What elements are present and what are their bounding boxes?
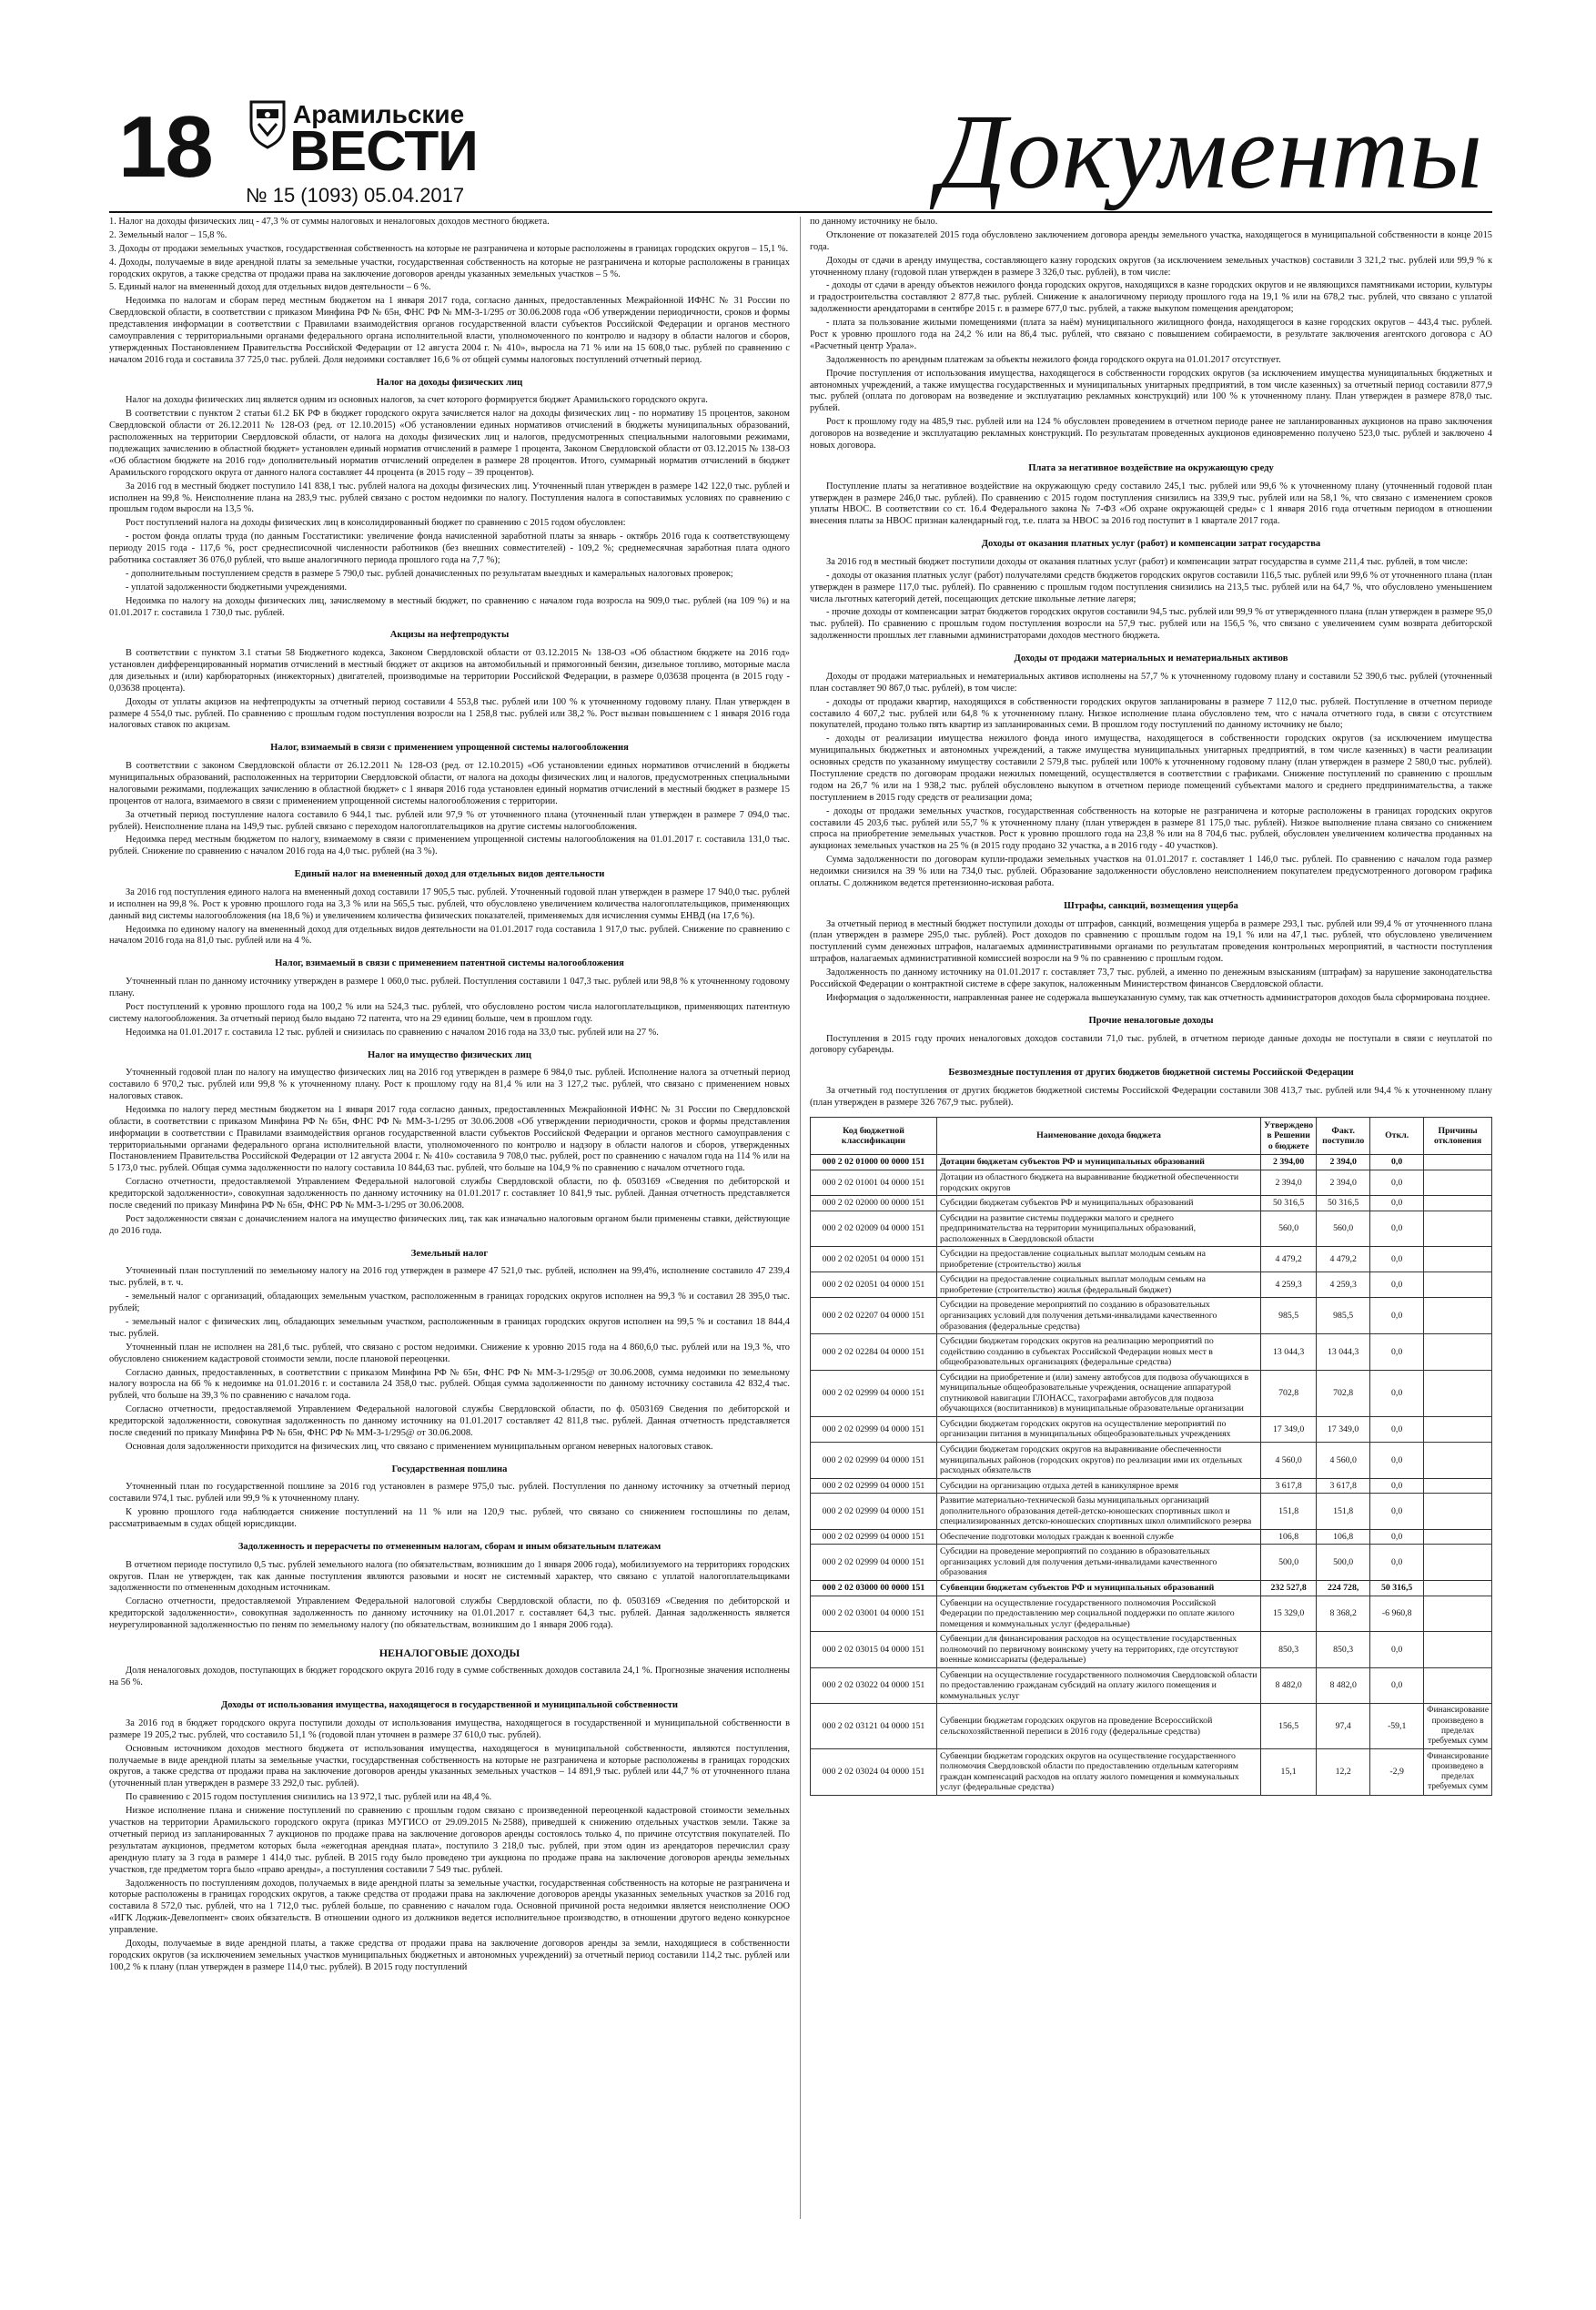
paragraph: - прочие доходы от компенсации затрат бюджетов городских округов составили 94,5 тыс. рублей или 99,9 % от утвержденного плана (план утвержден в размере 95,0 тыс. рублей). По сравнению с прошлым годом поступления возросли на 57,9 тыс. рублей или на 156,5 %, что связано с увеличением сумм возврата дебиторской задолженности прошлых лет главными администраторами доходов местного бюджета.	[810, 607, 1492, 642]
newspaper-logo-main: ВЕСТИ	[289, 120, 478, 183]
row-code-cell: 000 2 02 02207 04 0000 151	[811, 1298, 937, 1334]
row-deviation-cell: 0,0	[1370, 1667, 1424, 1704]
row-code-cell: 000 2 02 03001 04 0000 151	[811, 1596, 937, 1632]
table-row	[811, 1478, 1492, 1494]
paragraph: Уточненный план поступлений по земельному налогу на 2016 год утвержден в размере 47 521,0 тыс. рублей, исполнен на 99,4%, исполнение составило 47 239,4 тыс. рублей, в т. ч.	[109, 1266, 790, 1289]
right-column	[810, 217, 1492, 2310]
row-actual-cell: 8 368,2	[1317, 1596, 1370, 1632]
section-heading: Единый налог на вмененный доход для отдельных видов деятельности	[294, 869, 605, 880]
paragraph: В соответствии с пунктом 2 статьи 61.2 БК РФ в бюджет городского округа зачисляется налог на доходы физических лиц - по нормативу 15 процентов, законом Свердловской области от 26.12.2011 № 128-ОЗ (ред. от 12.10.2015) «Об установлении единых нормативов отчислений в бюджеты муниципальных образований, расположенных на территории Свердловской области, от налога на доходы физических лиц и налогов, предусмотренных специальными налоговыми режимами, подлежащих зачислению в областной бюджет» установлен единый норматив отчислений в размере 1 процента, Законом Свердловской области от 03.12.2015 № 138-ОЗ «Об областном бюджете на 2016 год» дополнительный норматив отчислений определен в размере 28 процентов. Итого, суммарный норматив отчислений в бюджет Арамильского городского округа от данного налога составляет 44 процента (в 2015 году – 39 процентов).	[109, 409, 790, 478]
row-actual-cell: 2 394,0	[1317, 1170, 1370, 1195]
paragraph: За 2016 год поступления единого налога на вмененный доход составили 17 905,5 тыс. рублей. Уточненный годовой план утвержден в размере 17 940,0 тыс. рублей и исполнен на 99,8 %. Рост к уровню прошлого года на 3,3 % или на 565,5 тыс. рублей, что обусловлено увеличением количества налогоплательщиков, применяющих данный вид системы налогообложения (на 18,6 %) и увеличением количества физических показателей, применяемых для исчисления суммы ЕНВД (на 17,6 %).	[109, 887, 790, 921]
row-deviation-cell: 0,0	[1370, 1298, 1424, 1334]
row-reason-cell	[1424, 1272, 1492, 1298]
row-code-cell: 000 2 02 03022 04 0000 151	[811, 1667, 937, 1704]
row-actual-cell: 560,0	[1317, 1211, 1370, 1247]
paragraph: Недоимка перед местным бюджетом по налогу, взимаемому в связи с применением упрощенной системы налогообложения на 01.01.2017 г. составила 131,0 тыс. рублей. Снижение по сравнению с началом 2016 года на 4,0 тыс. рублей (на 3 %).	[109, 835, 790, 857]
row-actual-cell: 2 394,0	[1317, 1155, 1370, 1170]
row-reason-cell	[1424, 1416, 1492, 1442]
row-reason-cell	[1424, 1247, 1492, 1272]
header-divider	[109, 211, 1492, 213]
paragraph: За 2016 год в бюджет городского округа поступили доходы от использования имущества, находящегося в государственной и муниципальной собственности в размере 19 205,2 тыс. рублей, что составило 51,1 % (годовой план уточнен в размере 37 610,0 тыс. рублей).	[109, 1717, 790, 1740]
row-name-cell: Обеспечение подготовки молодых граждан к военной службе	[937, 1529, 1261, 1545]
table-row	[811, 1196, 1492, 1211]
paragraph: - доходы от сдачи в аренду объектов нежилого фонда городских округов, находящихся в казне городских округов и не являющихся памятниками истории, культуры и градостроительства составляют 2 877,8 тыс. рублей. Снижение к аналогичному периоду прошлого года на 19,1 % или на 678,2 тыс. рублей, что связано с уплатой задолженности арендаторами в сентябре 2015 г. в размере 677,0 тыс. рублей, а также выкупом помещения арендатором;	[810, 280, 1492, 315]
row-approved-cell: 232 527,8	[1261, 1581, 1317, 1596]
row-code-cell: 000 2 02 02284 04 0000 151	[811, 1334, 937, 1371]
row-actual-cell: 702,8	[1317, 1370, 1370, 1416]
row-actual-cell: 8 482,0	[1317, 1667, 1370, 1704]
paragraph: - доходы от продажи земельных участков, государственная собственность на которые не разграничена и которые расположены в границах городских округов составили 45 203,6 тыс. рублей или 55,7 % к уточненному плану (план утвержден в размере 81 175,0 тыс. рублей). Низкое выполнение плана связано со снижением спроса на приобретение земельных участков. Рост к уровню прошлого года на 23,8 % или на 8 704,6 тыс. рублей, обусловлен увеличением количества проданных на аукционах земельных участков на 25 % (в 2015 году продано 32 участка, а в 2016 году - 40 участков).	[810, 805, 1492, 852]
table-row	[811, 1211, 1492, 1247]
paragraph: По сравнению с 2015 годом поступления снизились на 13 972,1 тыс. рублей или на 48,4 %.	[126, 1792, 492, 1803]
paragraph: Согласно отчетности, предоставляемой Управлением Федеральной налоговой службы Свердловской области, по ф. 0503169 Сведения по дебиторской и кредиторской задолженности, совокупная задолженность по данному источнику на 01.01.2017 составляет 42 811,8 тыс. рублей. Данная отчетность представляется после сведений по приказу Минфина РФ № 65н, ФНС РФ № ММ-3-1/295@ от 30.06.2008.	[109, 1404, 790, 1438]
paragraph: Доля неналоговых доходов, поступающих в бюджет городского округа 2016 году в сумме собственных доходов составила 24,1 %. Прогнозные значения исполнены на 56 %.	[109, 1666, 790, 1688]
row-code-cell: 000 2 02 02999 04 0000 151	[811, 1442, 937, 1478]
paragraph: За 2016 год в местный бюджет поступили доходы от оказания платных услуг (работ) и компенсации затрат государства в сумме 211,4 тыс. рублей, в том числе:	[826, 556, 1469, 567]
row-name-cell: Субсидии на предоставление социальных выплат молодым семьям на приобретение (строительство) жилья (федеральный бюджет)	[937, 1272, 1261, 1298]
row-approved-cell: 702,8	[1261, 1370, 1317, 1416]
row-approved-cell: 2 394,00	[1261, 1155, 1317, 1170]
row-actual-cell: 151,8	[1317, 1494, 1370, 1530]
row-reason-cell	[1424, 1494, 1492, 1530]
masthead	[109, 91, 1492, 209]
table-row	[811, 1298, 1492, 1334]
row-actual-cell: 50 316,5	[1317, 1196, 1370, 1211]
column-header-code: Код бюджетной классификации	[811, 1117, 937, 1155]
row-actual-cell: 106,8	[1317, 1529, 1370, 1545]
paragraph: 5. Единый налог на вмененный доход для отдельных видов деятельности – 6 %.	[109, 282, 431, 293]
row-approved-cell: 15 329,0	[1261, 1596, 1317, 1632]
row-name-cell: Дотации бюджетам субъектов РФ и муниципальных образований	[937, 1155, 1261, 1170]
paragraph: Уточненный план не исполнен на 281,6 тыс. рублей, что связано с ростом недоимки. Снижение к уровню 2015 года на 4 860,6,0 тыс. рублей или на 19,3 %, что обусловлено снижением кадастровой стоимости земли, после плановой переоценки.	[109, 1342, 790, 1364]
row-reason-cell	[1424, 1196, 1492, 1211]
table-row	[811, 1370, 1492, 1416]
row-deviation-cell: 0,0	[1370, 1478, 1424, 1494]
row-name-cell: Субвенции бюджетам субъектов РФ и муниципальных образований	[937, 1581, 1261, 1596]
row-deviation-cell: 50 316,5	[1370, 1581, 1424, 1596]
row-reason-cell	[1424, 1155, 1492, 1170]
paragraph: Доходы от продажи материальных и нематериальных активов исполнены на 57,7 % к уточненному годовому плану и составили 52 390,6 тыс. рублей (уточненный план составляет 90 867,0 тыс. рублей), в том числе:	[810, 671, 1492, 694]
row-reason-cell	[1424, 1478, 1492, 1494]
paragraph: За 2016 год в местный бюджет поступило 141 838,1 тыс. рублей налога на доходы физических лиц. Уточненный план утвержден в размере 142 122,0 тыс. рублей и исполнен на 99,8 %. Неисполнение плана на 283,9 тыс. рублей связано с ростом недоимки по налогу. Поступления налога в сопоставимых условиях по сравнению с прошлым годом выросли на 13,5 %.	[109, 481, 790, 515]
section-heading: Земельный налог	[410, 1248, 489, 1259]
row-reason-cell	[1424, 1545, 1492, 1581]
paragraph: Уточненный план по государственной пошлине за 2016 год установлен в размере 975,0 тыс. рублей. Поступления по данному источнику за отчетный период составили 974,1 тыс. рублей или 99,9 % к уточненному плану.	[109, 1482, 790, 1505]
paragraph: Рост поступлений к уровню прошлого года на 100,2 % или на 524,3 тыс. рублей, что обусловлено ростом числа налогоплательщиков, применяющих патентную систему налогообложения. За отчетный период было выдано 72 патента, что на 29 единиц больше, чем в прошлом году.	[109, 1001, 790, 1024]
table-row	[811, 1529, 1492, 1545]
row-approved-cell: 2 394,0	[1261, 1170, 1317, 1195]
paragraph: Недоимка на 01.01.2017 г. составила 12 тыс. рублей и снизилась по сравнению с началом 2016 года на 33,0 тыс. рублей или на 27 %.	[126, 1027, 659, 1038]
paragraph: Недоимка по налогам и сборам перед местным бюджетом на 1 января 2017 года, согласно данных, предоставленных Межрайонной ИФНС № 31 России по Свердловской области, в соответствии с приказом Минфина РФ № 65н, ФНС РФ № ММ-3-1/295 от 30.06.2008 года «Об утверждении периодичности, сроков и формы представления информации в соответствии с Правилами взаимодействия органов государственной власти субъектов Российской Федерации и органов местного самоуправления с территориальными органами федерального органа исполнительной власти, уполномоченного по контролю и надзору в области налогов и сборов, утвержденных Постановлением Правительства Российской Федерации от 12 августа 2004 г. № 410», выросла на 71 % или на 15 608,0 тыс. рублей по сравнению с началом 2016 года и составила 37 725,0 тыс. рублей. Доля недоимки составляет 16,6 % от общей суммы налоговых поступлений отчетный период.	[109, 296, 790, 365]
section-heading: Безвозмездные поступления от других бюджетов бюджетной системы Российской Федерации	[948, 1068, 1354, 1079]
paragraph: - доходы от продажи квартир, находящихся в собственности городских округов запланированы в размере 7 112,0 тыс. рублей. Поступление в отчетном периоде составило 4 607,2 тыс. рублей или 64,8 % к уточненному плану. Низкое исполнение плана обусловлено тем, что с начала отчетного года, в связи с отсутствием покупателей, продано только пять квартир из запланированных семи. В прошлом году поступлений по данному источнику не было;	[810, 696, 1492, 731]
table-row	[811, 1704, 1492, 1748]
column-header-actual: Факт. поступило	[1317, 1117, 1370, 1155]
section-heading: Налог на доходы физических лиц	[376, 377, 523, 388]
paragraph: За отчетный период в местный бюджет поступили доходы от штрафов, санкций, возмещения ущерба в размере 293,1 тыс. рублей или 99,4 % от уточненного плана (план утвержден в размере 295,0 тыс. рублей). Рост доходов по сравнению с прошлым годом на 19,1 % или на 47,1 тыс. рублей, что обусловлено увеличением поступлений сумм денежных штрафов, налагаемых административными органами по результатам проведения контрольных мероприятий, в частности поступления штрафов, налагаемых административной комиссией возросли на 9 % по сравнению с прошлым годом.	[810, 918, 1492, 965]
paragraph: Согласно отчетности, предоставляемой Управлением Федеральной налоговой службы Свердловской области, по ф. 0503169 «Сведения по дебиторской и кредиторской задолженности», совокупная задолженность по данному источнику на 01.01.2017 г. составляет 10 841,9 тыс. рублей. Данная отчетность представляется после сведений по приказу Минфина РФ № 65н, ФНС РФ № ММ-3-1/295 от 30.06.2008.	[109, 1177, 790, 1211]
table-row	[811, 1596, 1492, 1632]
paragraph: В соответствии с законом Свердловской области от 26.12.2011 № 128-ОЗ (ред. от 12.10.2015) «Об установлении единых нормативов отчислений в бюджеты муниципальных образований, расположенных на территории Свердловской области, от налога на доходы физических лиц и налогов, предусмотренных специальными налоговыми режимами, подлежащих зачислению в областной бюджет» с 1 января 2016 года установлен единый норматив отчислений в местный бюджет в размере 15 процентов от налога, взимаемого в связи с применением упрощенной системы налогообложения с территории.	[109, 761, 790, 806]
paragraph: - плата за пользование жилыми помещениями (плата за наём) муниципального жилищного фонда, находящегося в казне городских округов – 443,4 тыс. рублей. Рост к уровню прошлого года на 24,2 % или на 86,4 тыс. рублей, что связано с повышением собираемости, в результате заключения агентского договора с АО «Расчетный центр Урала».	[810, 318, 1492, 351]
city-crest-icon	[247, 98, 288, 149]
row-deviation-cell: -59,1	[1370, 1704, 1424, 1748]
row-approved-cell: 13 044,3	[1261, 1334, 1317, 1371]
row-reason-cell: Финансирование произведено в пределах требуемых сумм	[1424, 1704, 1492, 1748]
row-deviation-cell: 0,0	[1370, 1196, 1424, 1211]
row-reason-cell	[1424, 1581, 1492, 1596]
row-deviation-cell: 0,0	[1370, 1529, 1424, 1545]
row-approved-cell: 985,5	[1261, 1298, 1317, 1334]
row-code-cell: 000 2 02 02051 04 0000 151	[811, 1247, 937, 1272]
row-approved-cell: 4 259,3	[1261, 1272, 1317, 1298]
row-actual-cell: 4 560,0	[1317, 1442, 1370, 1478]
row-actual-cell: 500,0	[1317, 1545, 1370, 1581]
row-code-cell: 000 2 02 03015 04 0000 151	[811, 1632, 937, 1668]
row-approved-cell: 850,3	[1261, 1632, 1317, 1668]
paragraph: Рост к прошлому году на 485,9 тыс. рублей или на 124 % обусловлен проведением в отчетном периоде ранее не запланированных аукционов на право заключения договоров на возведение и эксплуатацию рекламных конструкций. По результатам проведенных аукционов единовременно получено 523,0 тыс. рублей и заключено 4 новых договора.	[810, 417, 1492, 451]
paragraph: Налог на доходы физических лиц является одним из основных налогов, за счет которого формируется бюджет Арамильского городского округа.	[126, 395, 708, 406]
paragraph: Задолженность по данному источнику на 01.01.2017 г. составляет 73,7 тыс. рублей, а именно по денежным взысканиям (штрафам) за нарушение законодательства Российской Федерации о контрактной системе в сфере закупок, наложенным Министерством финансов Свердловской области.	[810, 968, 1492, 990]
paragraph: Уточненный годовой план по налогу на имущество физических лиц на 2016 год утвержден в размере 6 984,0 тыс. рублей. Исполнение налога за отчетный период составило 6 970,2 тыс. рублей или 99,8 % к уточненному плану. Рост к прошлому году на 81,4 % или на 3 127,2 тыс. рублей, что связано с применением новых налоговых ставок.	[109, 1068, 790, 1101]
paragraph: Недоимка по налогу на доходы физических лиц, зачисляемому в местный бюджет, по сравнению с началом года возросла на 909,0 тыс. рублей (на 109 %) и на 01.01.2017 г. составила 1 730,0 тыс. рублей.	[109, 595, 790, 618]
row-code-cell: 000 2 02 02000 00 0000 151	[811, 1196, 937, 1211]
column-header-reasons: Причины отклонения	[1424, 1117, 1492, 1155]
section-heading: Доходы от оказания платных услуг (работ) и компенсации затрат государства	[981, 539, 1321, 550]
paragraph: - земельный налог с организаций, обладающих земельным участком, расположенным в границах городских округов исполнен на 99,3 % и составил 28 395,0 тыс. рублей;	[109, 1292, 790, 1314]
section-heading: Прочие неналоговые доходы	[1088, 1015, 1214, 1026]
column-divider	[800, 217, 801, 2219]
table-row	[811, 1494, 1492, 1530]
paragraph: Доходы от уплаты акцизов на нефтепродукты за отчетный период составили 4 553,8 тыс. рублей или 100 % к уточненному годовому плану. План утвержден в размере 4 554,0 тыс. рублей. По сравнению с прошлым годом поступления возросли на 1 258,8 тыс. рублей или 38,2 %. Рост вызван повышением с 1 января 2016 года налоговых ставок по акцизам.	[109, 696, 790, 731]
row-approved-cell: 17 349,0	[1261, 1416, 1317, 1442]
paragraph: Доходы, получаемые в виде арендной платы, а также средства от продажи права на заключение договоров аренды за земли, находящиеся в собственности городских округов (за исключением земельных участков муниципальных бюджетных и автономных учреждений) за отчетный период составили 114,2 тыс. рублей или 100,2 % к плану (план утвержден в размере 114,0 тыс. рублей). В 2015 году поступлений	[109, 1938, 790, 1972]
row-reason-cell	[1424, 1442, 1492, 1478]
paragraph: Отклонение от показателей 2015 года обусловлено заключением договора аренды земельного участка, находящегося в муниципальной собственности в конце 2015 года.	[810, 229, 1492, 252]
paragraph: 1. Налог на доходы физических лиц - 47,3 % от суммы налоговых и неналоговых доходов местного бюджета.	[109, 217, 550, 227]
row-code-cell: 000 2 02 02999 04 0000 151	[811, 1545, 937, 1581]
paragraph: Рост поступлений налога на доходы физических лиц в консолидированный бюджет по сравнению с 2015 годом обусловлен:	[126, 518, 626, 529]
paragraph: За отчетный период поступление налога составило 6 944,1 тыс. рублей или 97,9 % от уточненного плана (уточненный план утвержден в размере 7 094,0 тыс. рублей). Неисполнение плана на 149,9 тыс. рублей связано с переходом налогоплательщиков на другие системы налогообложения.	[109, 809, 790, 832]
section-heading: Штрафы, санкций, возмещения ущерба	[1064, 900, 1238, 911]
row-reason-cell	[1424, 1632, 1492, 1668]
row-approved-cell: 156,5	[1261, 1704, 1317, 1748]
paragraph: Рост задолженности связан с доначислением налога на имущество физических лиц, так как изначально налоговым органом были применены ставки, действующие до 2016 года.	[109, 1213, 790, 1236]
paragraph: Задолженность по арендным платежам за объекты нежилого фонда городского округа на 01.01.2017 отсутствует.	[826, 354, 1281, 365]
paragraph: 4. Доходы, получаемые в виде арендной платы за земельные участки, государственная собственность на которые не разграничена и которые расположены в границах городских округов, а также средства от продажи права на заключение договоров аренды указанных земельных участков – 5 %.	[109, 257, 790, 279]
table-row	[811, 1170, 1492, 1195]
paragraph: Низкое исполнение плана и снижение поступлений по сравнению с прошлым годом связано с произведенной переоценкой кадастровой стоимости земельных участков на территории Арамильского городского округа (приказ МУГИСО от 29.09.2015 №2588), приведшей к снижению отдельных участков земли. Также за отчетный период из запланированных 7 аукционов по продаже права на заключение договоров аренды состоялось только 4, по причине отсутствия покупателей. По результатам аукционов, предметом которых была «ежегодная арендная плата», поступило 3 218,0 тыс. рублей, при этом один из арендаторов перечислил сразу арендную плату за 3 года в размере 1 414,0 тыс. рублей. В 2015 году было проведено три аукциона по продаже права на заключение договоров аренды земельных участков, где предметом торга было «право аренды», а поступления составили 7 549 тыс. рублей.	[109, 1806, 790, 1875]
table-row	[811, 1545, 1492, 1581]
row-deviation-cell: 0,0	[1370, 1211, 1424, 1247]
row-name-cell: Субсидии бюджетам городских округов на выравнивание обеспеченности муниципальных районов (городских округов) по реализации ими их отдельных расходных обязательств	[937, 1442, 1261, 1478]
row-actual-cell: 17 349,0	[1317, 1416, 1370, 1442]
budget-table-body	[811, 1155, 1492, 1796]
table-row	[811, 1581, 1492, 1596]
paragraph: Информация о задолженности, направленная ранее не содержала вышеуказанную сумму, так как отчетность администраторов доходов была сформирована позднее.	[826, 992, 1490, 1003]
row-actual-cell: 97,4	[1317, 1704, 1370, 1748]
section-heading: Налог, взимаемый в связи с применением упрощенной системы налогообложения	[270, 743, 629, 754]
row-approved-cell: 151,8	[1261, 1494, 1317, 1530]
row-deviation-cell: 0,0	[1370, 1272, 1424, 1298]
section-title: Документы	[937, 92, 1483, 211]
section-heading: Задолженность и перерасчеты по отмененным налогам, сборам и иным обязательным платежам	[237, 1542, 662, 1552]
paragraph: Прочие поступления от использования имущества, находящегося в собственности городских округов (за исключением имущества муниципальных бюджетных и автономных учреждений, а также имущества государственных и муниципальных унитарных предприятий, в том числе казенных) за отчетный период составили 877,9 тыс. рублей (оплата по договорам на возведение и эксплуатацию рекламных конструкций) или 100 % к уточненному плану. План утвержден в размере 878,0 тыс. рублей.	[810, 368, 1492, 414]
paragraph: В отчетном периоде поступило 0,5 тыс. рублей земельного налога (по обязательствам, возникшим до 1 января 2006 года), мобилизуемого на территориях городских округов. План не утвержден, так как данные поступления являются разовыми и носят не системный характер, что связано с уплатой налогоплательщиками задолженности по отмененным доходным источникам.	[109, 1559, 790, 1594]
table-row	[811, 1247, 1492, 1272]
paragraph: Задолженность по поступлениям доходов, получаемых в виде арендной платы за земельные участки, государственная собственность на которые не разграничена и которые расположены в границах городских округов, а также средства от продажи права на заключение договоров аренды указанных земельных участков за 2016 год составила 8 572,0 тыс. рублей, что на 1 712,0 тыс. рублей больше, по сравнению с началом года. Основной причиной роста недоимки является неисполнение ООО «ИГК Лоджик-Девелопмент» своих обязательств. В отношении одного из должников ведется исполнительное производство, в отношении другого ведено конкурсное управление.	[109, 1878, 790, 1936]
row-reason-cell	[1424, 1596, 1492, 1632]
row-name-cell: Дотации из областного бюджета на выравнивание бюджетной обеспеченности городских округов	[937, 1170, 1261, 1195]
row-deviation-cell: 0,0	[1370, 1494, 1424, 1530]
table-row	[811, 1667, 1492, 1704]
row-name-cell: Субсидии бюджетам субъектов РФ и муниципальных образований	[937, 1196, 1261, 1211]
paragraph: Поступления в 2015 году прочих неналоговых доходов составили 71,0 тыс. рублей, в отчетном периоде данные доходы не поступали в связи с неуплатой по договору субаренды.	[810, 1033, 1492, 1056]
row-actual-cell: 4 479,2	[1317, 1247, 1370, 1272]
table-row	[811, 1632, 1492, 1668]
row-approved-cell: 8 482,0	[1261, 1667, 1317, 1704]
row-deviation-cell: 0,0	[1370, 1247, 1424, 1272]
paragraph: по данному источнику не было.	[810, 217, 938, 227]
row-deviation-cell: -2,9	[1370, 1748, 1424, 1795]
row-code-cell: 000 2 02 03024 04 0000 151	[811, 1748, 937, 1795]
row-approved-cell: 15,1	[1261, 1748, 1317, 1795]
row-reason-cell	[1424, 1370, 1492, 1416]
row-approved-cell: 4 560,0	[1261, 1442, 1317, 1478]
row-name-cell: Субсидии на приобретение и (или) замену автобусов для подвоза обучающихся в муниципальные общеобразовательные учреждения, оснащение аппаратурой спутниковой навигации ГЛОНАСС, тахографами автобусов для подвоза обучающихся (воспитанников) в муниципальные образовательные организации	[937, 1370, 1261, 1416]
row-actual-cell: 985,5	[1317, 1298, 1370, 1334]
row-name-cell: Субвенции на осуществление государственного полномочия Свердловской области по предоставлению гражданам субсидий на оплату жилого помещения и коммунальных услуг	[937, 1667, 1261, 1704]
issue-number-date: № 15 (1093) 05.04.2017	[246, 184, 465, 207]
paragraph: Основная доля задолженности приходится на физических лиц, что связано с применением муниципальным органом неверных налоговых ставок.	[126, 1441, 713, 1452]
row-actual-cell: 4 259,3	[1317, 1272, 1370, 1298]
row-name-cell: Субсидии бюджетам городских округов на реализацию мероприятий по содействию созданию в субъектах Российской Федерации новых мест в общеобразовательных организациях (федеральные средства)	[937, 1334, 1261, 1371]
row-name-cell: Субвенции для финансирования расходов на осуществление государственных полномочий по первичному воинскому учету на территориях, где отсутствуют военные комиссариаты (федеральные)	[937, 1632, 1261, 1668]
section-heading: НЕНАЛОГОВЫЕ ДОХОДЫ	[379, 1646, 520, 1660]
row-deviation-cell: 0,0	[1370, 1155, 1424, 1170]
row-approved-cell: 50 316,5	[1261, 1196, 1317, 1211]
row-approved-cell: 106,8	[1261, 1529, 1317, 1545]
paragraph: - ростом фонда оплаты труда (по данным Госстатистики: увеличение фонда начисленной заработной платы за январь - октябрь 2016 года к соответствующему периоду 2015 года - 117,6 %, рост среднесписочной численности работников (без внешних совместителей) - 109,2 %; среднемесячная заработная плата одного работника составляет 36 076,0 рублей, что выше аналогичного периода прошлого года на 7,7 %);	[109, 532, 790, 565]
row-name-cell: Субсидии на организацию отдыха детей в каникулярное время	[937, 1478, 1261, 1494]
row-approved-cell: 3 617,8	[1261, 1478, 1317, 1494]
section-heading: Налог, взимаемый в связи с применением патентной системы налогообложения	[275, 958, 624, 969]
row-actual-cell: 224 728,	[1317, 1581, 1370, 1596]
row-code-cell: 000 2 02 02999 04 0000 151	[811, 1494, 937, 1530]
row-code-cell: 000 2 02 03000 00 0000 151	[811, 1581, 937, 1596]
paragraph: - дополнительным поступлением средств в размере 5 790,0 тыс. рублей доначисленных по результатам выездных и камеральных налоговых проверок;	[126, 568, 733, 579]
row-approved-cell: 4 479,2	[1261, 1247, 1317, 1272]
row-name-cell: Субсидии на предоставление социальных выплат молодым семьям на приобретение (строительство) жилья	[937, 1247, 1261, 1272]
row-reason-cell: Финансирование произведено в пределах требуемых сумм	[1424, 1748, 1492, 1795]
row-reason-cell	[1424, 1211, 1492, 1247]
intro-block	[109, 217, 790, 367]
paragraph: Согласно данных, предоставленных, в соответствии с приказом Минфина РФ № 65н, ФНС РФ № ММ-3-1/295@ от 30.06.2008, сумма недоимки по земельному налогу возросла на 66 % к недоимке на 01.01.2016 г. и составила 24 358,0 тыс. рублей. Общая сумма задолженности по данному источнику составила 42 832,4 тыс. рублей, что больше на 39,3 % по сравнению с началом года.	[109, 1367, 790, 1402]
row-name-cell: Субсидии на развитие системы поддержки малого и среднего предпринимательства на территории муниципальных образований, расположенных в Свердловской области	[937, 1211, 1261, 1247]
row-code-cell: 000 2 02 03121 04 0000 151	[811, 1704, 937, 1748]
table-header-row	[811, 1117, 1492, 1155]
column-header-deviation: Откл.	[1370, 1117, 1424, 1155]
table-row	[811, 1272, 1492, 1298]
row-code-cell: 000 2 02 02999 04 0000 151	[811, 1416, 937, 1442]
paragraph: Поступление платы за негативное воздействие на окружающую среду составило 245,1 тыс. рублей или 99,6 % к уточненному плану (уточненный годовой план утвержден в размере 246,0 тыс. рублей). По сравнению с 2015 годом поступления снизились на 339,9 тыс. рублей или на 58,1 %, что связано с изменением сроков уплаты НВОС. В соответствии со ст. 16.4 Федерального закона № 7-ФЗ «Об охране окружающей среды» с 1 января 2016 года отчетным периодом в отношении внесения платы за НВОС признан календарный год, т.е. плата за НВОС за 2016 год поступит в 1 квартале 2017 года.	[810, 481, 1492, 527]
page-number: 18	[118, 98, 212, 196]
row-deviation-cell: 0,0	[1370, 1170, 1424, 1195]
section-heading: Акцизы на нефтепродукты	[389, 630, 510, 641]
table-row	[811, 1334, 1492, 1371]
row-code-cell: 000 2 02 02051 04 0000 151	[811, 1272, 937, 1298]
row-reason-cell	[1424, 1298, 1492, 1334]
row-code-cell: 000 2 02 02009 04 0000 151	[811, 1211, 937, 1247]
row-deviation-cell: 0,0	[1370, 1334, 1424, 1371]
row-actual-cell: 850,3	[1317, 1632, 1370, 1668]
row-code-cell: 000 2 02 02999 04 0000 151	[811, 1478, 937, 1494]
column-header-name: Наименование дохода бюджета	[937, 1117, 1261, 1155]
row-name-cell: Субсидии бюджетам городских округов на осуществление мероприятий по организации питания в муниципальных общеобразовательных учреждениях	[937, 1416, 1261, 1442]
paragraph: Уточненный план по данному источнику утвержден в размере 1 060,0 тыс. рублей. Поступления составили 1 047,3 тыс. рублей или 98,8 % к уточненному годовому плану.	[109, 977, 790, 998]
row-name-cell: Развитие материально-технической базы муниципальных организаций дополнительного образования детей-детско-юношеских спортивных школ и специализированных детско-юношеских спортивных школ олимпийского резерва	[937, 1494, 1261, 1530]
row-code-cell: 000 2 02 01000 00 0000 151	[811, 1155, 937, 1170]
paragraph: - доходы от оказания платных услуг (работ) получателями средств бюджетов городских округов составили 116,5 тыс. рублей или 99,6 % от уточненного плана (план утвержден в размере 117,0 тыс. рублей). По сравнению с прошлым годом поступления снизились на 213,5 тыс. рублей или на 64,7 %, что обусловлено уменьшением числа льготных категорий детей, посещающих детские школьные летние лагеря;	[810, 570, 1492, 604]
row-name-cell: Субвенции бюджетам городских округов на проведение Всероссийской сельскохозяйственной переписи в 2016 году (федеральные средства)	[937, 1704, 1261, 1748]
row-actual-cell: 3 617,8	[1317, 1478, 1370, 1494]
table-row	[811, 1748, 1492, 1795]
row-reason-cell	[1424, 1667, 1492, 1704]
paragraph: В соответствии с пунктом 3.1 статьи 58 Бюджетного кодекса, Законом Свердловской области от 03.12.2015 № 138-ОЗ «Об областном бюджете на 2016 год» установлен дифференцированный норматив отчислений в местный бюджет от акцизов на автомобильный и прямогонный бензин, дизельное топливо, моторные масла для дизельных и (или) карбюраторных (инжекторных) двигателей, производимые на территории Российской Федерации, в размере 0,03638 процента (в 2015 году - 0,03638 процента).	[109, 648, 790, 694]
paragraph: Основным источником доходов местного бюджета от использования имущества, находящегося в муниципальной собственности, являются поступления, получаемые в виде арендной платы за земельные участки, государственная собственность на которые не разграничена и которые расположены в границах городских округов, а также средства от продажи права на заключение договоров аренды указанных земельных участков – 14 891,9 тыс. рублей или 44,7 % от уточненного плана (уточненный план утвержден в размере 33 292,0 тыс. рублей).	[109, 1743, 790, 1789]
table-row	[811, 1442, 1492, 1478]
paragraph: - уплатой задолженности бюджетными учреждениями.	[126, 582, 348, 593]
row-deviation-cell: 0,0	[1370, 1416, 1424, 1442]
row-name-cell: Субсидии на проведение мероприятий по созданию в образовательных организациях условий для получения детьми-инвалидами качественного образования (федеральные средства)	[937, 1298, 1261, 1334]
row-name-cell: Субвенции бюджетам городских округов на осуществление государственного полномочия Свердловской области по предоставлению отдельным категориям граждан компенсаций расходов на оплату жилого помещения и коммунальных услуг (федеральные средства)	[937, 1748, 1261, 1795]
paragraph: Недоимка по налогу перед местным бюджетом на 1 января 2017 года согласно данных, предоставленных Межрайонной ИФНС № 31 России по Свердловской области, в соответствии с приказом Минфина РФ № 65н, ФНС РФ № ММ-3-1/295 от 30.06.2008 «Об утверждении периодичности, сроков и формы представления информации в соответствии с Правилами взаимодействия органов государственной власти субъектов Российской Федерации и органов местного самоуправления с территориальными органами федерального органа исполнительной власти, уполномоченного по контролю и надзору в области налогов и сборов, утвержденных Постановлением Правительства Российской Федерации от 12 августа 2004 г. № 410» составила 9 708,0 тыс. рублей, рост по сравнению с началом года на 114 % или на 5 173,0 тыс. рублей. Общая сумма задолженности по налогу составила 10 844,63 тыс. рублей, что больше на 104,9 % по сравнению с началом отчетного года.	[109, 1104, 790, 1174]
paragraph: 3. Доходы от продажи земельных участков, государственная собственность на которые не разграничена и которые расположены в границах городских округов – 15,1 %.	[109, 243, 789, 254]
left-column	[109, 217, 790, 2310]
row-deviation-cell: 0,0	[1370, 1632, 1424, 1668]
row-code-cell: 000 2 02 02999 04 0000 151	[811, 1529, 937, 1545]
row-name-cell: Субсидии на проведение мероприятий по созданию в образовательных организациях условий для получения детьми-инвалидами качественного образования	[937, 1545, 1261, 1581]
row-actual-cell: 12,2	[1317, 1748, 1370, 1795]
table-row	[811, 1155, 1492, 1170]
paragraph: Недоимка по единому налогу на вмененный доход для отдельных видов деятельности на 01.01.2017 года составила 1 917,0 тыс. рублей. Снижение по сравнению с началом 2016 года на 81,0 тыс. рублей или на 4 %.	[109, 924, 790, 947]
row-reason-cell	[1424, 1529, 1492, 1545]
row-deviation-cell: 0,0	[1370, 1442, 1424, 1478]
row-actual-cell: 13 044,3	[1317, 1334, 1370, 1371]
section-heading: Плата за негативное воздействие на окружающую среду	[1028, 462, 1274, 473]
paragraph: 2. Земельный налог – 15,8 %.	[109, 229, 227, 240]
paragraph: За отчетный год поступления от других бюджетов бюджетной системы Российской Федерации составили 308 413,7 тыс. рублей или 94,4 % к уточненному плану (план утвержден в размере 326 767,9 тыс. рублей).	[810, 1085, 1492, 1108]
row-reason-cell	[1424, 1334, 1492, 1371]
paragraph: Доходы от сдачи в аренду имущества, составляющего казну городских округов (за исключением земельных участков) составили 3 321,2 тыс. рублей или 99,9 % к уточненному плану (годовой план утвержден в размере 3 326,0 тыс. рублей), в том числе:	[810, 255, 1492, 278]
row-deviation-cell: 0,0	[1370, 1545, 1424, 1581]
row-reason-cell	[1424, 1170, 1492, 1195]
row-deviation-cell: 0,0	[1370, 1370, 1424, 1416]
section-heading: Доходы от продажи материальных и нематериальных активов	[1014, 653, 1288, 664]
paragraph: - доходы от реализации имущества нежилого фонда иного имущества, находящегося в собственности городских округов (за исключением имущества муниципальных бюджетных и автономных учреждений, а также имущества муниципальных унитарных предприятий, в том числе казенных) в части реализации основных средств по указанному имуществу составили 2 579,8 тыс. рублей или 100% к уточненному годовому плану (план утвержден в размере 2 580,0 тыс. рублей). Поступление средств по договорам продажи нежилых помещений, осуществляется в соответствии с графиками. Снижение поступлений по сравнению с прошлым годом на 26,7 % или на 1 938,2 тыс. рублей обусловлено выкупом в отчетном периоде помещений субъектами малого и среднего предпринимательства, а также поступлением в 2015 году средств от реализации дома;	[810, 734, 1492, 803]
row-code-cell: 000 2 02 01001 04 0000 151	[811, 1170, 937, 1195]
paragraph: Сумма задолженности по договорам купли-продажи земельных участков на 01.01.2017 г. составляет 1 146,0 тыс. рублей. По сравнению с началом года размер недоимки снизился на 39 % или на 734,0 тыс. рублей. Образование задолженности обусловлено неисполнением покупателем предусмотренного договором графика оплаты. С должником ведется претензионно-исковая работа.	[810, 855, 1492, 888]
row-name-cell: Субвенции на осуществление государственного полномочия Российской Федерации по предоставлению мер социальной поддержки по оплате жилого помещения и коммунальных услуг (федеральные)	[937, 1596, 1261, 1632]
section-heading: Доходы от использования имущества, находящегося в государственной и муниципальной собственности	[220, 1700, 679, 1711]
paragraph: - земельный налог с физических лиц, обладающих земельным участком, расположенным в границах городских округов исполнен на 99,5 % и составил 18 844,4 тыс. рублей.	[109, 1316, 790, 1339]
newspaper-logo-top: Арамильские	[293, 100, 465, 128]
paragraph: К уровню прошлого года наблюдается снижение поступлений на 11 % или на 120,9 тыс. рублей, что связано со снижением госпошлины по делам, рассматриваемым в судах общей юрисдикции.	[109, 1507, 790, 1530]
column-header-approved: Утверждено в Решении о бюджете	[1261, 1117, 1317, 1155]
paragraph: Согласно отчетности, предоставляемой Управлением Федеральной налоговой службы Свердловской области, по ф. 0503169 «Сведения по дебиторской и кредиторской задолженности», совокупная задолженность по данному источнику на 01.01.2017 г. составляет 64,3 тыс. рублей. Данная задолженность является неурегулированной задолженностью по пеням по земельному налогу (по обязательствам, возникшим до 1 января 2006 года).	[109, 1596, 790, 1631]
budget-table	[810, 1117, 1492, 1796]
row-code-cell: 000 2 02 02999 04 0000 151	[811, 1370, 937, 1416]
table-row	[811, 1416, 1492, 1442]
section-heading: Государственная пошлина	[391, 1464, 508, 1474]
row-approved-cell: 560,0	[1261, 1211, 1317, 1247]
section-heading: Налог на имущество физических лиц	[368, 1049, 531, 1060]
row-approved-cell: 500,0	[1261, 1545, 1317, 1581]
row-deviation-cell: -6 960,8	[1370, 1596, 1424, 1632]
